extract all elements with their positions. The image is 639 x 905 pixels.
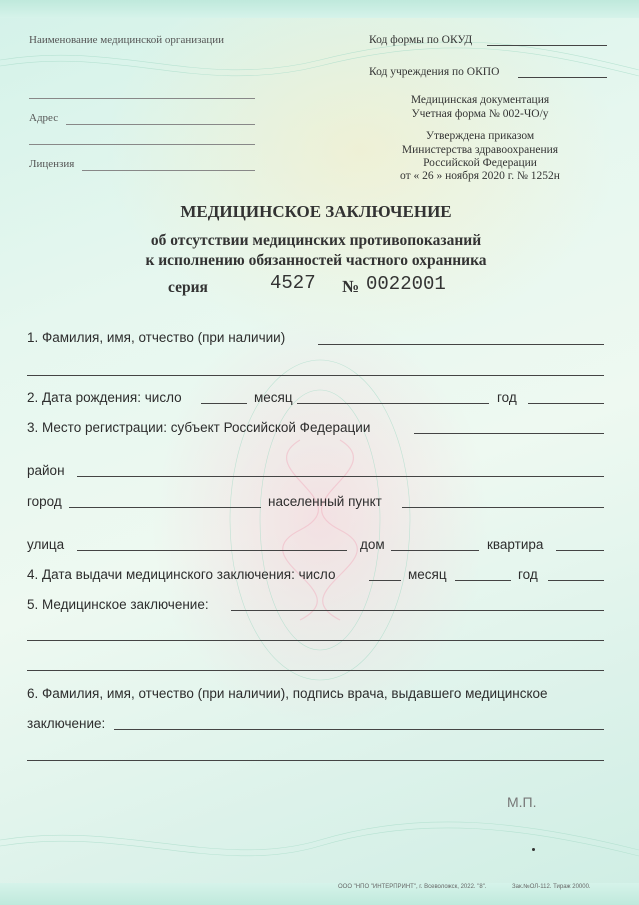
title-line2: об отсутствии медицинских противопоказаний xyxy=(150,232,482,249)
series-label: серия xyxy=(168,279,208,296)
issue-month-label: месяц xyxy=(408,567,447,582)
okud-label: Код формы по ОКУД xyxy=(369,34,473,46)
field-1-line[interactable] xyxy=(318,344,604,345)
district-line[interactable] xyxy=(77,476,604,477)
decorative-border-top xyxy=(0,0,639,18)
issue-month-line[interactable] xyxy=(455,580,511,581)
issue-year-label: год xyxy=(518,567,538,582)
stamp-place: М.П. xyxy=(507,794,537,810)
settlement-label: населенный пункт xyxy=(268,494,382,509)
address-label: Адрес xyxy=(29,112,59,124)
birth-month-label: месяц xyxy=(254,390,293,405)
settlement-line[interactable] xyxy=(402,507,604,508)
okud-line[interactable] xyxy=(487,45,607,46)
number-label: № xyxy=(342,277,360,296)
org-name-line[interactable] xyxy=(29,98,255,99)
conclusion-line[interactable] xyxy=(231,610,604,611)
field-3-label: 3. Место регистрации: субъект Российской Федерации xyxy=(27,420,371,435)
number-value: 0022001 xyxy=(366,273,446,295)
apartment-line[interactable] xyxy=(556,550,604,551)
field-6-label-line1: 6. Фамилия, имя, отчество (при наличии), подпись врача, выдавшего медицинское xyxy=(27,686,548,701)
apartment-label: квартира xyxy=(487,537,544,552)
license-label: Лицензия xyxy=(29,158,75,170)
region-line[interactable] xyxy=(414,433,604,434)
house-label: дом xyxy=(360,537,385,552)
street-line[interactable] xyxy=(77,550,347,551)
med-doc-line2: Учетная форма № 002-ЧО/у xyxy=(411,108,549,120)
field-1-line-2[interactable] xyxy=(27,375,604,376)
address-line[interactable] xyxy=(66,124,255,125)
approved-line3: Российской Федерации xyxy=(423,157,537,169)
doctor-line[interactable] xyxy=(114,729,604,730)
approved-line4: от « 26 » ноября 2020 г. № 1252н xyxy=(400,170,560,182)
approved-line1: Утверждена приказом xyxy=(425,130,535,142)
approved-line2: Министерства здравоохранения xyxy=(401,144,559,156)
field-1-label: 1. Фамилия, имя, отчество (при наличии) xyxy=(27,330,286,345)
birth-year-line[interactable] xyxy=(528,403,604,404)
birth-year-label: год xyxy=(497,390,517,405)
document-title: МЕДИЦИНСКОЕ ЗАКЛЮЧЕНИЕ xyxy=(180,202,452,221)
address-line-2[interactable] xyxy=(29,144,255,145)
conclusion-line-3[interactable] xyxy=(27,670,604,671)
okpo-label: Код учреждения по ОКПО xyxy=(369,66,500,78)
city-label: город xyxy=(27,494,62,509)
district-label: район xyxy=(27,463,65,478)
house-line[interactable] xyxy=(391,550,479,551)
printer-info: ООО "НПО "ИНТЕРПРИНТ", г. Всеволожск, 2022. "8". xyxy=(338,884,487,890)
series-value: 4527 xyxy=(270,272,316,294)
city-line[interactable] xyxy=(69,507,261,508)
field-5-label: 5. Медицинское заключение: xyxy=(27,597,209,612)
field-6-label-line2: заключение: xyxy=(27,716,106,731)
conclusion-line-2[interactable] xyxy=(27,640,604,641)
field-4-label: 4. Дата выдачи медицинского заключения: число xyxy=(27,567,336,582)
ink-dot xyxy=(532,848,535,851)
print-order-info: Зак.№ОЛ-112. Тираж 20000. xyxy=(512,884,591,890)
org-name-label: Наименование медицинской организации xyxy=(29,34,224,46)
field-2-label: 2. Дата рождения: число xyxy=(27,390,182,405)
street-label: улица xyxy=(27,537,65,552)
doctor-line-2[interactable] xyxy=(27,760,604,761)
title-line3: к исполнению обязанностей частного охранника xyxy=(145,252,487,269)
birth-month-line[interactable] xyxy=(297,403,489,404)
med-doc-line1: Медицинская документация xyxy=(410,94,550,106)
okpo-line[interactable] xyxy=(518,77,607,78)
issue-year-line[interactable] xyxy=(548,580,604,581)
birth-day-line[interactable] xyxy=(201,403,247,404)
license-line[interactable] xyxy=(82,170,255,171)
issue-day-line[interactable] xyxy=(369,580,401,581)
